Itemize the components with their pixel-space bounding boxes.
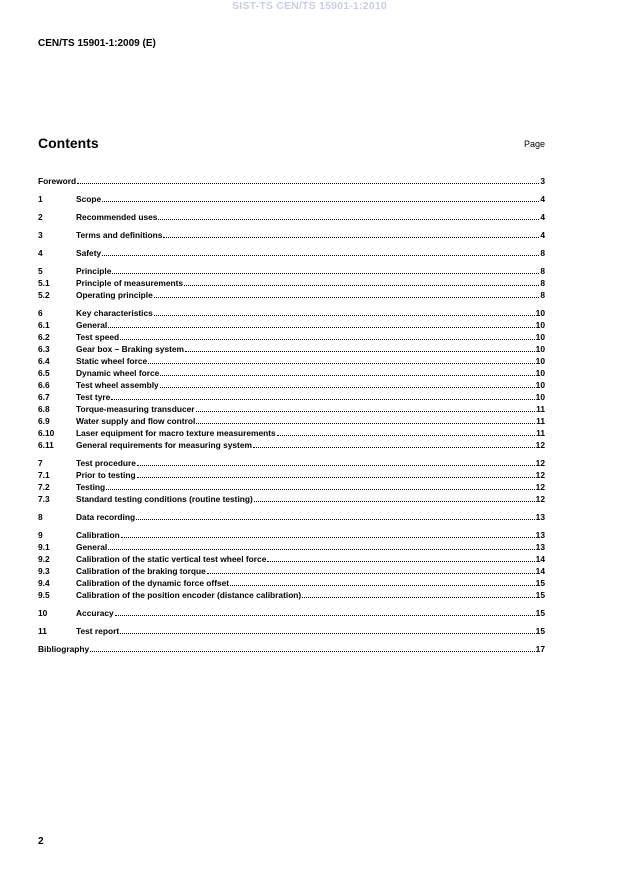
toc-entry-page: 12	[535, 482, 545, 492]
toc-entry[interactable]	[38, 289, 545, 301]
table-of-contents	[38, 175, 545, 655]
toc-entry[interactable]	[38, 307, 545, 319]
toc-entry-page: 10	[535, 344, 545, 354]
toc-dot-leader	[106, 489, 535, 490]
toc-entry-number: 9.2	[38, 554, 50, 564]
toc-entry[interactable]	[38, 355, 545, 367]
toc-entry-page: 13	[535, 542, 545, 552]
toc-entry-page: 8	[540, 248, 545, 258]
toc-entry-page: 14	[535, 554, 545, 564]
toc-entry-title: Test procedure	[76, 458, 136, 468]
toc-entry-title: Calibration of the position encoder (distance calibration)	[76, 590, 302, 600]
toc-entry-title: Standard testing conditions (routine testing)	[76, 494, 253, 504]
toc-entry[interactable]	[38, 625, 545, 637]
toc-entry-title: Calibration of the dynamic force offset	[76, 578, 230, 588]
toc-entry[interactable]	[38, 193, 545, 205]
toc-dot-leader	[267, 561, 534, 562]
page-number: 2	[38, 836, 44, 847]
toc-entry-title: Gear box – Braking system	[76, 344, 184, 354]
toc-entry[interactable]	[38, 331, 545, 343]
toc-entry-number: 9.4	[38, 578, 50, 588]
toc-entry-page: 12	[535, 470, 545, 480]
toc-entry-title: Data recording	[76, 512, 136, 522]
toc-entry-number: 7	[38, 458, 43, 468]
toc-dot-leader	[253, 447, 535, 448]
toc-entry[interactable]	[38, 343, 545, 355]
toc-dot-leader	[111, 399, 534, 400]
toc-dot-leader	[108, 549, 534, 550]
toc-entry-title: Accuracy	[76, 608, 114, 618]
toc-entry-number: 6.2	[38, 332, 50, 342]
toc-entry[interactable]	[38, 457, 545, 469]
watermark: SIST-TS CEN/TS 15901-1:2010	[232, 0, 387, 12]
toc-entry[interactable]	[38, 529, 545, 541]
toc-entry[interactable]	[38, 211, 545, 223]
toc-entry-page: 8	[540, 278, 545, 288]
toc-entry-number: 6.4	[38, 356, 50, 366]
toc-entry[interactable]	[38, 469, 545, 481]
toc-entry-page: 4	[540, 230, 545, 240]
toc-entry[interactable]	[38, 277, 545, 289]
toc-entry-number: 7.3	[38, 494, 50, 504]
toc-entry[interactable]	[38, 511, 545, 523]
toc-dot-leader	[148, 363, 534, 364]
toc-entry-title: Recommended uses	[76, 212, 158, 222]
toc-entry-title: Static wheel force	[76, 356, 148, 366]
toc-dot-leader	[102, 201, 539, 202]
toc-entry-page: 10	[535, 320, 545, 330]
toc-entry[interactable]	[38, 415, 545, 427]
toc-entry-title: Test wheel assembly	[76, 380, 159, 390]
toc-entry-number: 6.5	[38, 368, 50, 378]
toc-entry[interactable]	[38, 439, 545, 451]
toc-entry-title: Scope	[76, 194, 102, 204]
toc-entry-number: 7.2	[38, 482, 50, 492]
toc-entry-title: Calibration	[76, 530, 120, 540]
toc-entry-page: 17	[535, 644, 545, 654]
toc-entry-title: Prior to testing	[76, 470, 136, 480]
toc-dot-leader	[230, 585, 535, 586]
toc-entry-page: 8	[540, 266, 545, 276]
toc-entry-number: 1	[38, 194, 43, 204]
toc-entry[interactable]	[38, 553, 545, 565]
toc-entry-page: 15	[535, 578, 545, 588]
toc-entry-number: 8	[38, 512, 43, 522]
toc-dot-leader	[184, 285, 539, 286]
toc-dot-leader	[154, 297, 540, 298]
toc-entry-number: 9.1	[38, 542, 50, 552]
toc-entry-title: Foreword	[38, 176, 77, 186]
toc-entry-title: Laser equipment for macro texture measurements	[76, 428, 276, 438]
toc-dot-leader	[137, 477, 535, 478]
toc-entry-number: 4	[38, 248, 43, 258]
toc-dot-leader	[115, 615, 535, 616]
contents-title: Contents	[38, 135, 99, 151]
toc-entry-page: 4	[540, 212, 545, 222]
toc-entry[interactable]	[38, 319, 545, 331]
toc-entry-title: Testing	[76, 482, 106, 492]
toc-entry[interactable]	[38, 643, 545, 655]
toc-entry-number: 6.3	[38, 344, 50, 354]
toc-entry-title: Key characteristics	[76, 308, 153, 318]
toc-entry-page: 15	[535, 626, 545, 636]
toc-entry-number: 3	[38, 230, 43, 240]
toc-entry-title: Principle	[76, 266, 112, 276]
toc-entry-page: 12	[535, 440, 545, 450]
toc-entry-page: 15	[535, 590, 545, 600]
toc-dot-leader	[160, 375, 534, 376]
toc-dot-leader	[163, 237, 539, 238]
toc-entry-page: 11	[536, 416, 545, 426]
toc-dot-leader	[120, 633, 535, 634]
toc-entry[interactable]	[38, 265, 545, 277]
toc-entry-number: 11	[38, 626, 47, 636]
page-column-label: Page	[523, 139, 545, 149]
toc-entry-title: Water supply and flow control	[76, 416, 196, 426]
toc-entry-number: 2	[38, 212, 43, 222]
toc-entry-page: 14	[535, 566, 545, 576]
toc-entry-page: 10	[535, 392, 545, 402]
toc-entry-number: 6	[38, 308, 43, 318]
toc-dot-leader	[154, 315, 535, 316]
toc-entry-title: Dynamic wheel force	[76, 368, 160, 378]
toc-dot-leader	[77, 183, 539, 184]
toc-entry[interactable]	[38, 247, 545, 259]
toc-dot-leader	[90, 651, 534, 652]
toc-dot-leader	[137, 465, 535, 466]
toc-entry-number: 6.9	[38, 416, 50, 426]
toc-entry-number: 10	[38, 608, 48, 618]
toc-entry[interactable]	[38, 367, 545, 379]
toc-dot-leader	[302, 597, 534, 598]
toc-dot-leader	[158, 219, 539, 220]
toc-dot-leader	[120, 339, 535, 340]
toc-entry-number: 9.5	[38, 590, 50, 600]
toc-dot-leader	[185, 351, 535, 352]
toc-entry[interactable]	[38, 541, 545, 553]
toc-entry-title: Test tyre	[76, 392, 111, 402]
document-id: CEN/TS 15901-1:2009 (E)	[38, 38, 156, 49]
toc-entry-number: 7.1	[38, 470, 50, 480]
toc-entry-title: General requirements for measuring system	[76, 440, 252, 450]
toc-entry-title: Calibration of the static vertical test wheel force	[76, 554, 267, 564]
toc-entry-number: 6.8	[38, 404, 50, 414]
toc-entry[interactable]	[38, 403, 545, 415]
toc-entry-page: 11	[536, 404, 545, 414]
toc-entry[interactable]	[38, 565, 545, 577]
toc-entry-page: 10	[535, 308, 545, 318]
toc-entry[interactable]	[38, 481, 545, 493]
toc-entry-page: 10	[535, 368, 545, 378]
toc-dot-leader	[254, 501, 535, 502]
toc-dot-leader	[102, 255, 539, 256]
toc-dot-leader	[121, 537, 535, 538]
toc-entry-number: 5.1	[38, 278, 50, 288]
toc-entry-page: 10	[535, 356, 545, 366]
toc-dot-leader	[112, 273, 539, 274]
toc-dot-leader	[196, 423, 535, 424]
toc-dot-leader	[207, 573, 535, 574]
toc-entry-title: General	[76, 320, 108, 330]
toc-entry[interactable]	[38, 577, 545, 589]
toc-entry-number: 6.11	[38, 440, 54, 450]
toc-entry-title: Test report	[76, 626, 120, 636]
toc-entry-title: Calibration of the braking torque	[76, 566, 206, 576]
toc-entry-number: 9.3	[38, 566, 50, 576]
toc-entry[interactable]	[38, 493, 545, 505]
toc-entry-page: 15	[535, 608, 545, 618]
toc-entry[interactable]	[38, 379, 545, 391]
toc-entry-page: 11	[536, 428, 545, 438]
toc-entry-page: 12	[535, 494, 545, 504]
toc-entry-title: Bibliography	[38, 644, 90, 654]
toc-entry[interactable]	[38, 427, 545, 439]
toc-entry-page: 10	[535, 332, 545, 342]
toc-entry-title: Test speed	[76, 332, 120, 342]
toc-entry-number: 6.10	[38, 428, 55, 438]
toc-entry-number: 9	[38, 530, 43, 540]
toc-entry-title: Principle of measurements	[76, 278, 184, 288]
toc-entry[interactable]	[38, 229, 545, 241]
toc-entry-number: 5.2	[38, 290, 50, 300]
toc-entry-title: Operating principle	[76, 290, 153, 300]
toc-entry-page: 13	[535, 530, 545, 540]
toc-entry-title: General	[76, 542, 108, 552]
toc-entry[interactable]	[38, 391, 545, 403]
toc-entry-page: 3	[540, 176, 545, 186]
toc-entry-title: Torque-measuring transducer	[76, 404, 195, 414]
toc-entry[interactable]	[38, 607, 545, 619]
toc-entry-title: Terms and definitions	[76, 230, 163, 240]
toc-dot-leader	[160, 387, 535, 388]
toc-entry-number: 6.6	[38, 380, 50, 390]
toc-entry-page: 13	[535, 512, 545, 522]
toc-dot-leader	[108, 327, 534, 328]
toc-entry-page: 12	[535, 458, 545, 468]
toc-entry-number: 6.7	[38, 392, 50, 402]
toc-entry-title: Safety	[76, 248, 102, 258]
toc-entry-page: 8	[540, 290, 545, 300]
toc-entry-number: 6.1	[38, 320, 50, 330]
toc-dot-leader	[277, 435, 535, 436]
toc-entry[interactable]	[38, 175, 545, 187]
toc-entry-number: 5	[38, 266, 43, 276]
toc-entry-page: 4	[540, 194, 545, 204]
toc-dot-leader	[136, 519, 535, 520]
toc-dot-leader	[196, 411, 536, 412]
toc-entry-page: 10	[535, 380, 545, 390]
toc-entry[interactable]	[38, 589, 545, 601]
